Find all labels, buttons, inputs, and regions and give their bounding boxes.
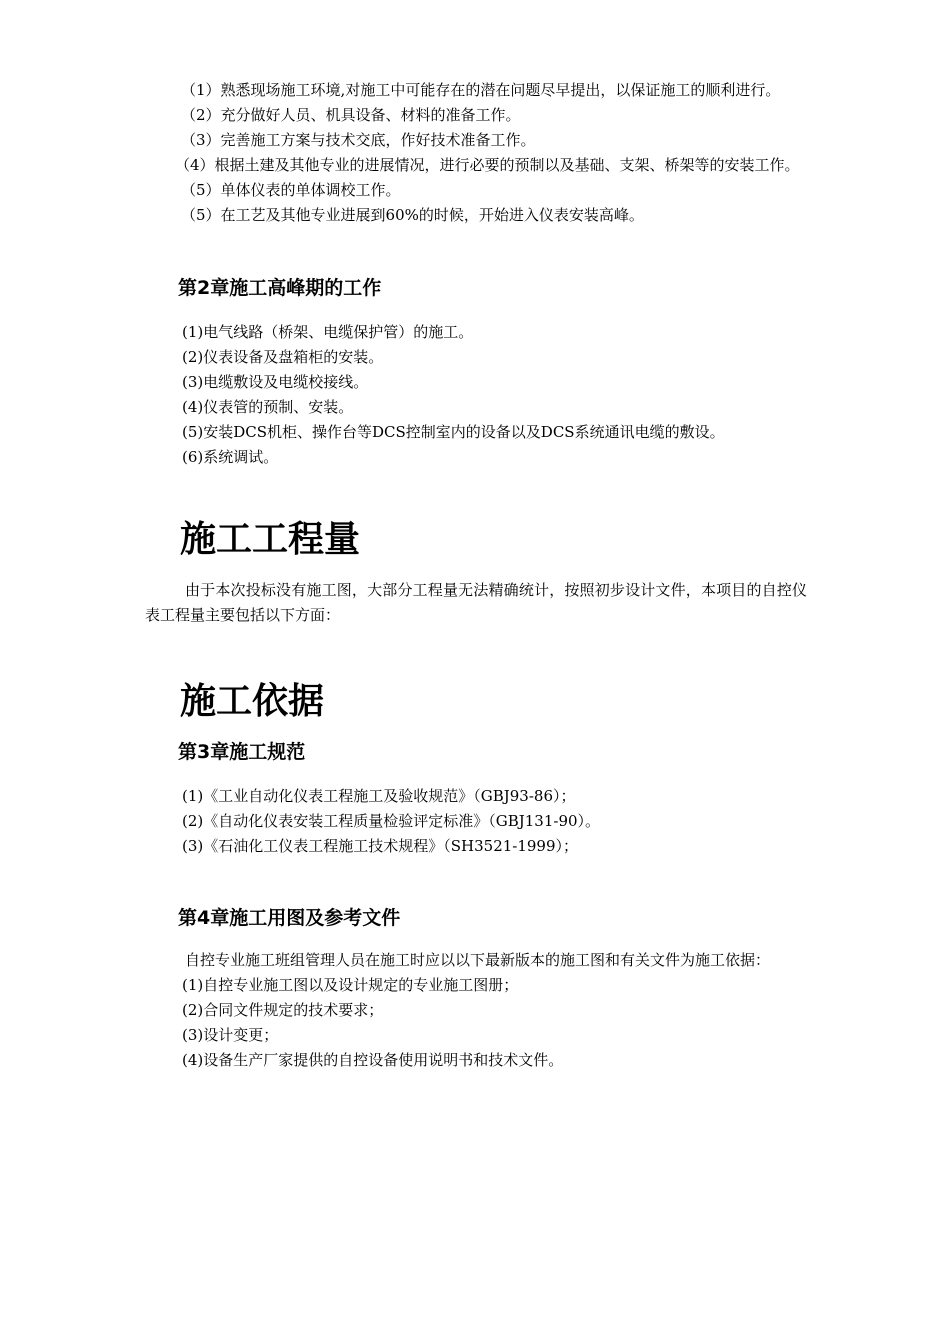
page-content xyxy=(145,78,807,1073)
chapter-3-list xyxy=(145,784,807,859)
section-quantity-body: 由于本次投标没有施工图，大部分工程量无法精确统计，按照初步设计文件，本项目的自控仪表工程量主要包括以下方面： xyxy=(145,581,807,624)
list-item: (3)设计变更； xyxy=(182,1026,279,1044)
list-item: (2)《自动化仪表安装工程质量检验评定标准》（GBJ131-90）。 xyxy=(182,812,601,830)
chapter-3-heading: 第3章施工规范 xyxy=(178,741,306,763)
chapter-2-heading: 第2章施工高峰期的工作 xyxy=(178,277,382,299)
chapter-4-body: 自控专业施工班组管理人员在施工时应以以下最新版本的施工图和有关文件为施工依据： xyxy=(185,951,771,969)
chapter-4-list xyxy=(145,973,807,1073)
list-item: (4)仪表管的预制、安装。 xyxy=(182,398,354,416)
list-item: (3)《石油化工仪表工程施工技术规程》（SH3521-1999）； xyxy=(182,837,579,855)
intro-item-5: （5）单体仪表的单体调校工作。 xyxy=(181,181,401,199)
intro-item-6: （5）在工艺及其他专业进展到60%的时候，开始进入仪表安装高峰。 xyxy=(181,206,644,224)
chapter-4-heading: 第4章施工用图及参考文件 xyxy=(178,907,401,929)
chapter-2-list xyxy=(145,320,807,470)
section-basis-heading: 施工依据 xyxy=(180,681,325,722)
list-item: (5)安装DCS机柜、操作台等DCS控制室内的设备以及DCS系统通讯电缆的敷设。 xyxy=(182,423,725,441)
list-item: (1)《工业自动化仪表工程施工及验收规范》（GBJ93-86）； xyxy=(182,787,576,805)
list-item: (4)设备生产厂家提供的自控设备使用说明书和技术文件。 xyxy=(182,1051,564,1069)
section-quantity-heading: 施工工程量 xyxy=(180,519,361,560)
intro-item-2: （2）充分做好人员、机具设备、材料的准备工作。 xyxy=(181,106,521,124)
list-item: (2)仪表设备及盘箱柜的安装。 xyxy=(182,348,384,366)
list-item: (1)电气线路（桥架、电缆保护管）的施工。 xyxy=(182,323,474,341)
list-item: (1)自控专业施工图以及设计规定的专业施工图册； xyxy=(182,976,519,994)
intro-item-1: （1）熟悉现场施工环境,对施工中可能存在的潜在问题尽早提出，以保证施工的顺利进行。 xyxy=(181,81,781,99)
intro-item-4: （4）根据土建及其他专业的进展情况，进行必要的预制以及基础、支架、桥架等的安装工作。 xyxy=(175,156,800,174)
list-item: (3)电缆敷设及电缆校接线。 xyxy=(182,373,369,391)
list-item: (2)合同文件规定的技术要求； xyxy=(182,1001,384,1019)
intro-item-3: （3）完善施工方案与技术交底，作好技术准备工作。 xyxy=(181,131,536,149)
list-item: (6)系统调试。 xyxy=(182,448,279,466)
